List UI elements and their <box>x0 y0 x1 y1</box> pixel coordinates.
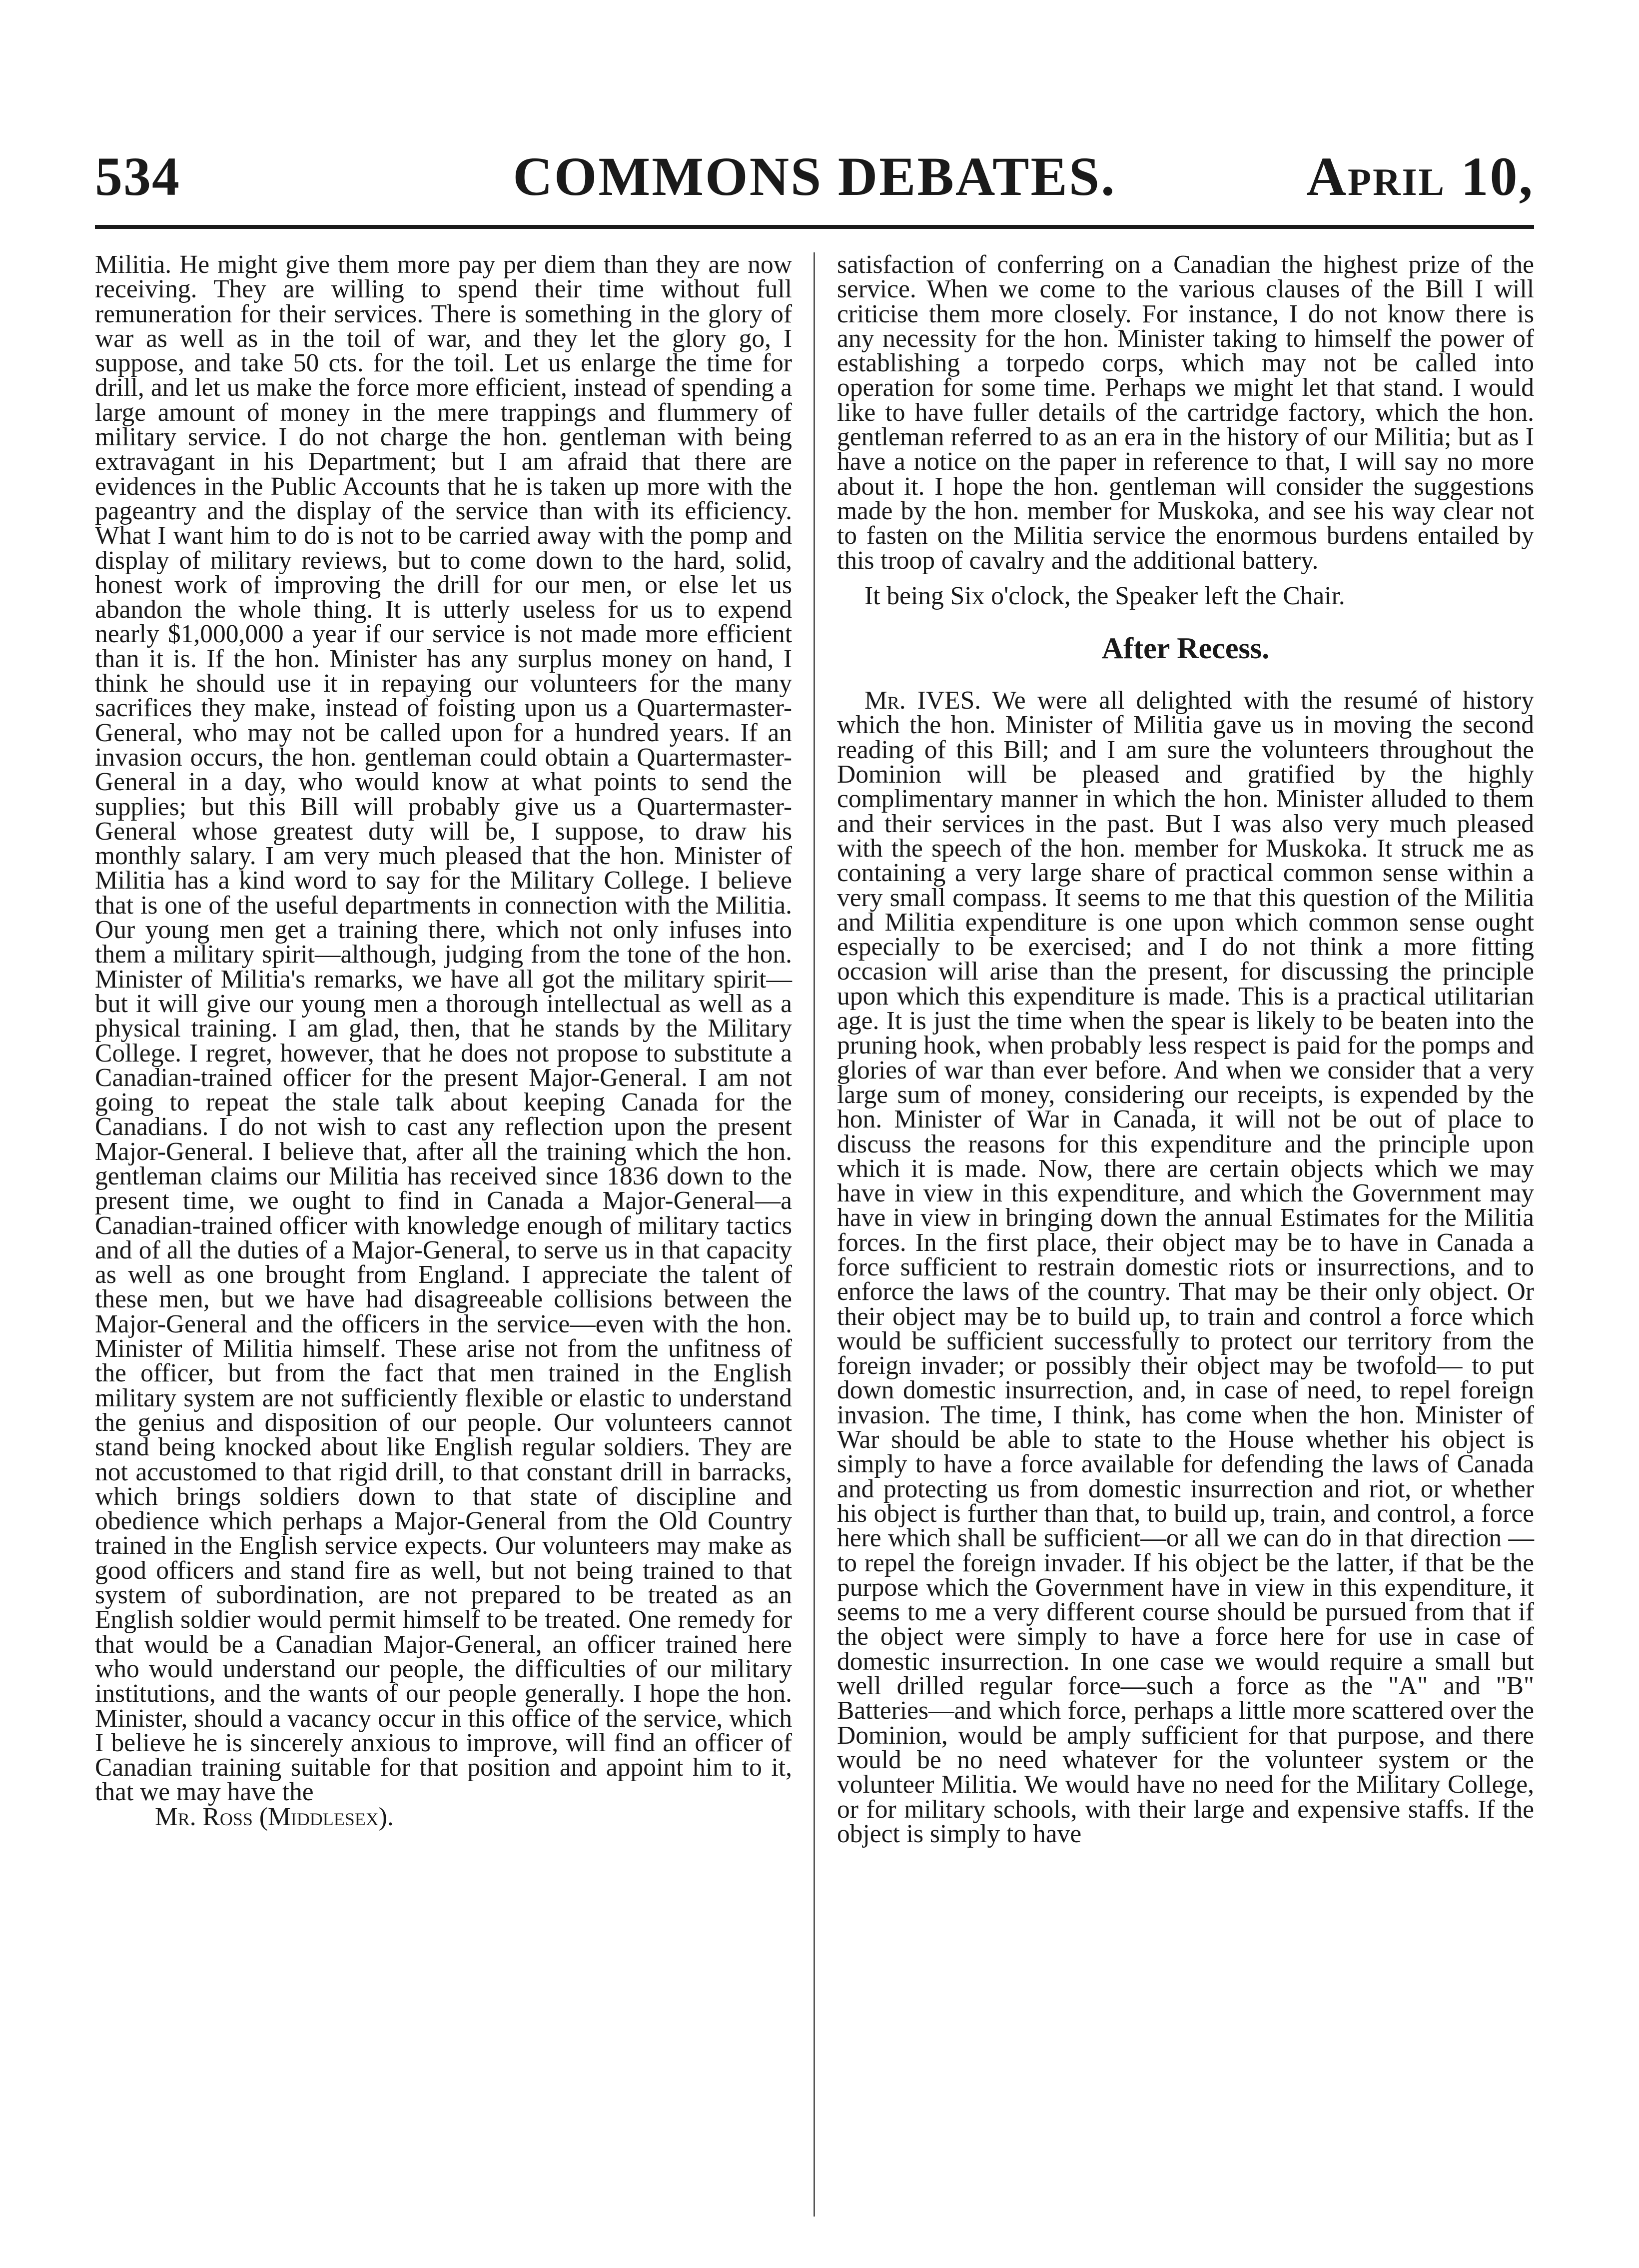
speaker-attribution-text: Mr. Ross (Middlesex). <box>155 1802 394 1831</box>
left-paragraph-1: Militia. He might give them more pay per diem than they are now receiving. They are willing to spend their time without full remuneration for their services. There is something in the glory of war as well as in the toil of war, and they let the glory go, I suppose, and take 50 cts. for the toil. Let us enlarge the time for drill, and let us make the force more efficient, instead of spending a large amount of money in the mere trappings and flummery of military service. I do not charge the hon. gentleman with being extravagant in his Department; but I am afraid that there are evidences in the Public Accounts that he is taken up more with the pageantry and the display of the service than with its efficiency. What I want him to do is not to be carried away with the pomp and display of military reviews, but to come down to the hard, solid, honest work of improving the drill for our men, or else let us abandon the whole thing. It is utterly useless for us to expend nearly $1,000,000 a year if our service is not made more efficient than it is. If the hon. Minister has any surplus money on hand, I think he should use it in repaying our volunteers for the many sacrifices they make, instead of foisting upon us a Quartermaster-General, who may not be called upon for a hundred years. If an invasion occurs, the hon. gentleman could obtain a Quartermaster-General in a day, who would know at what points to send the supplies; but this Bill will probably give us a Quartermaster-General whose greatest duty will be, I suppose, to draw his monthly salary. I am very much pleased that the hon. Minister of Militia has a kind word to say for the Military College. I believe that is one of the useful departments in connection with the Militia. Our young men get a training there, which not only infuses into them a military spirit—although, judging from the tone of the hon. Minister of Militia's remarks, we have all got the military spirit—but it will give our young men a thorough intellectual as well as a physical training. I am glad, then, that he stands by the Military College. I regret, however, that he does not propose to substitute a Canadian-trained officer for the present Major-General. I am not going to repeat the stale talk about keeping Canada for the Canadians. I do not wish to cast any reflection upon the present Major-General. I believe that, after all the training which the hon. gentleman claims our Militia has received since 1836 down to the present time, we ought to find in Canada a Major-General—a Canadian-trained officer with knowledge enough of military tactics and of all the duties of a Major-General, to serve us in that capacity as well as one brought from England. I appreciate the talent of these men, but we have had disagreeable collisions between the Major-General and the officers in the service—even with the hon. Minister of Militia himself. These arise not from the unfitness of the officer, but from the fact that men trained in the English military system are not sufficiently flexible or elastic to understand the genius and disposition of our people. Our volunteers cannot stand being knocked about like English regular soldiers. They are not accustomed to that rigid drill, to that constant drill in barracks, which brings soldiers down to that state of discipline and obedience which perhaps a Major-General from the Old Country trained in the English service expects. Our volunteers may make as good officers and stand fire as well, but not being trained to that system of subordination, are not prepared to be treated as an English soldier would permit himself to be treated. One remedy for that would be a Canadian Major-General, an officer trained here who would understand our people, the difficulties of our military institutions, and the wants of our people generally. I hope the hon. Minister, should a vacancy occur in this office of the service, which I believe he is sincerely anxious to improve, will find an officer of Canadian training suitable for that position and appoint him to it, that we may have the <box>95 250 792 1807</box>
left-column <box>95 252 792 1829</box>
page-header <box>95 115 1534 230</box>
journal-title: COMMONS DEBATES. <box>513 146 1116 207</box>
page <box>95 115 1534 2214</box>
header-date: April 10, <box>1306 146 1534 207</box>
speaker-attribution <box>95 1802 792 1831</box>
right-column <box>837 252 1534 1846</box>
header-rule <box>95 225 1534 229</box>
page-number: 534 <box>95 146 180 207</box>
speaker-name: Mr. IVES. <box>864 686 981 715</box>
column-divider <box>814 252 815 2217</box>
right-paragraph-1: satisfaction of conferring on a Canadian the highest prize of the service. When we come to the various clauses of the Bill I will criticise them more closely. For instance, I do not know there is any necessity for the hon. Minister taking to himself the power of establishing a torpedo corps, which may not be called into operation for some time. Perhaps we might let that stand. I would like to have fuller details of the cartridge factory, which the hon. gentleman referred to as an era in the history of our Militia; but as I have a notice on the paper in reference to that, I will say no more about it. I hope the hon. gentleman will consider the suggestions made by the hon. member for Muskoka, and see his way clear not to fasten on the Militia service the enormous burdens entailed by this troop of cavalry and the additional battery. <box>837 250 1534 575</box>
right-paragraph-3 <box>837 688 1534 1846</box>
text-columns <box>95 252 1534 2217</box>
right-paragraph-3-text: We were all delighted with the resumé of history which the hon. Minister of Militia gave us in moving the second reading of this Bill; and I am sure the volunteers throughout the Dominion will be pleased and gratified by the highly complimentary manner in which the hon. Minister alluded to them and their services in the past. But I was also very much pleased with the speech of the hon. member for Muskoka. It struck me as containing a very large share of practical common sense within a very small compass. It seems to me that this question of the Militia and Militia expenditure is one upon which common sense ought especially to be exercised; and I do not think a more fitting occasion will arise than the present, for discussing the principle upon which this expenditure is made. This is a practical utilitarian age. It is just the time when the spear is likely to be beaten into the pruning hook, when probably less respect is paid for the pomps and glories of war than ever before. And when we consider that a very large sum of money, considering our receipts, is expended by the hon. Minister of War in Canada, it will not be out of place to discuss the reasons for this expenditure and the principle upon which it is made. Now, there are certain objects which we may have in view in this expenditure, and which the Government may have in view in bringing down the annual Estimates for the Militia forces. In the first place, their object may be to have in Canada a force sufficient to restrain domestic riots or insurrections, and to enforce the laws of the country. That may be their only object. Or their object may be to build up, to train and control a force which would be sufficient successfully to protect our territory from the foreign invader; or possibly their object may be twofold— to put down domestic insurrection, and, in case of need, to repel foreign invasion. The time, I think, has come when the hon. Minister of War should be able to state to the House whether his object is simply to have a force available for defending the laws of Canada and protecting us from domestic insurrection and riot, or whether his object is further than that, to build up, train, and control, a force here which shall be sufficient—or all we can do in that direction —to repel the foreign invader. If his object be the latter, if that be the purpose which the Government have in view in this expenditure, it seems to me a very different course should be pursued from that if the object were simply to have a force here for use in case of domestic insurrection. In one case we would require a small but well drilled regular force—such a force as the "A" and "B" Batteries—and which force, perhaps a little more scattered over the Dominion, would be amply sufficient for that purpose, and there would be no need whatever for the volunteer system or the volunteer Militia. We would have no need for the Military College, or for military schools, with their large and expensive staffs. If the object is simply to have <box>837 686 1534 1848</box>
section-heading: After Recess. <box>1101 632 1270 665</box>
right-paragraph-2: It being Six o'clock, the Speaker left the Chair. <box>864 581 1345 610</box>
